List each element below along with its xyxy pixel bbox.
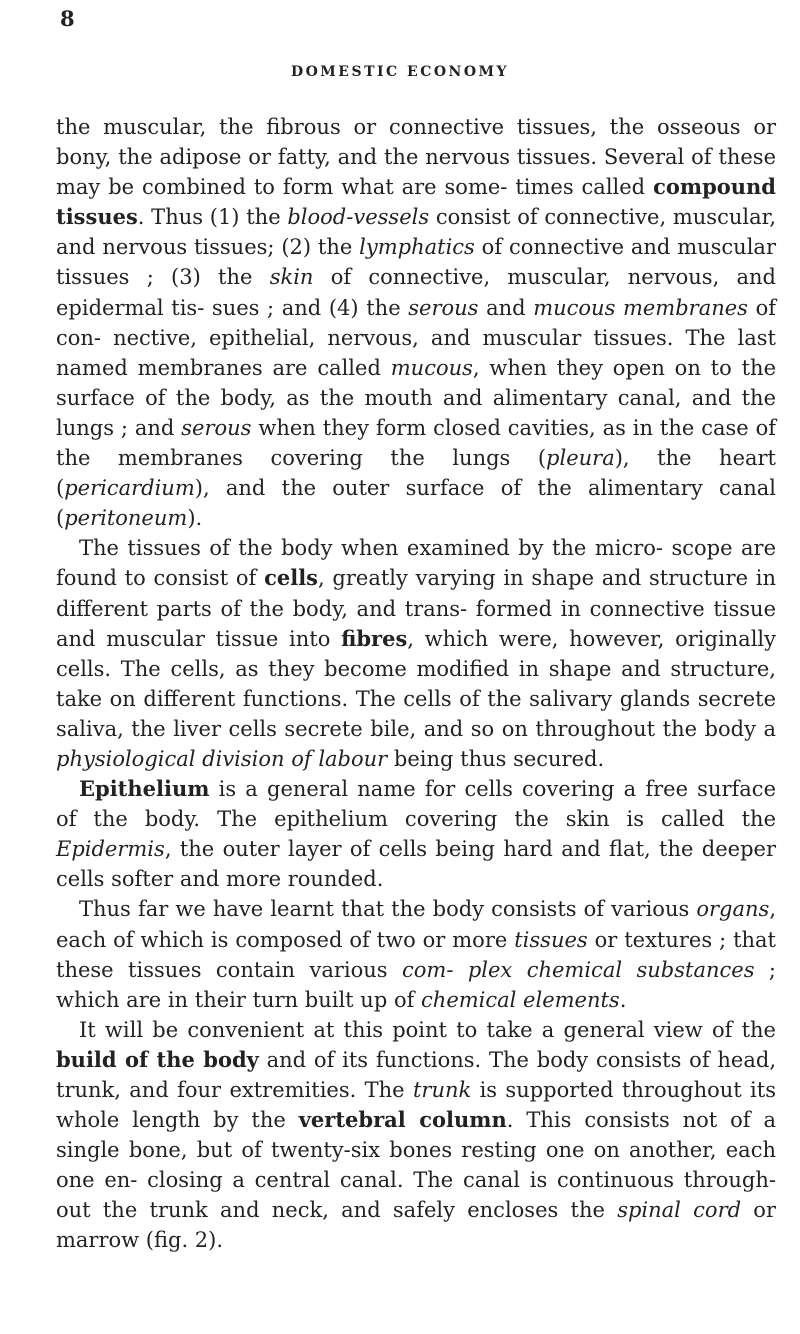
term-pleura: pleura	[546, 446, 615, 471]
term-serous: serous	[181, 415, 252, 440]
text-run: is a general name for cells covering a free surface of the body. The epithelium covering the skin is called the	[56, 777, 776, 832]
term-organs: organs	[696, 897, 770, 922]
text-run: , each of which is composed of two or more	[56, 897, 776, 952]
term-trunk: trunk	[412, 1078, 472, 1102]
term-mucous-membranes: mucous membranes	[533, 295, 748, 320]
paragraph-cells	[56, 533, 776, 774]
page-number: 8	[60, 6, 76, 31]
term-pericardium: pericardium	[64, 476, 195, 501]
term-spinal-cord: spinal cord	[617, 1198, 742, 1223]
term-fibres: fibres	[341, 625, 408, 651]
text-run: being thus secured.	[387, 746, 605, 771]
text-run: of connective and muscular tissues ; (3) the	[56, 235, 776, 290]
body-text	[56, 112, 776, 1256]
term-build-of-body: build of the body	[56, 1046, 259, 1072]
term-epithelium: Epithelium	[79, 776, 210, 802]
paragraph-build-of-body	[56, 1015, 776, 1256]
text-run: and	[478, 295, 534, 320]
term-skin: skin	[269, 265, 314, 290]
term-blood-vessels: blood-vessels	[287, 205, 430, 230]
term-chemical-elements: chemical elements	[421, 987, 620, 1012]
paragraph-epithelium	[56, 774, 776, 894]
text-run: ; which are in their turn built up of	[56, 957, 776, 1012]
text-run: , greatly varying in shape and structure in different parts of the body, and trans- formed in connective tissue and muscular tissue into	[56, 566, 776, 651]
text-run: Thus far we have learnt that the body consists of various	[79, 897, 697, 922]
text-run: The tissues of the body when examined by the micro- scope are found to consist of	[56, 536, 776, 591]
text-run: the muscular, the fibrous or connective tissues, the osseous or bony, the adipose or fatty, and the nervous tissues. Several of these may be combined to form what are some- times called	[56, 115, 776, 200]
term-cells: cells	[264, 565, 318, 591]
text-run: . This consists not of a single bone, but of twenty-six bones resting one on another, each one en- closing a central canal. The canal is continuous through- out the trunk and neck, and safely encloses the	[56, 1108, 776, 1223]
text-run: consist of connective, muscular, and nervous tissues; (2) the	[56, 205, 776, 260]
term-lymphatics: lymphatics	[359, 235, 475, 260]
term-vertebral-column: vertebral column	[298, 1107, 507, 1133]
term-mucous: mucous	[390, 355, 473, 380]
text-run: or marrow (fig. 2).	[56, 1198, 776, 1253]
paragraph-tissues	[56, 112, 776, 533]
text-run: , the outer layer of cells being hard and flat, the deeper cells softer and more rounded.	[56, 837, 776, 892]
text-run: when they form closed cavities, as in the case of the membranes covering the lungs (	[56, 415, 777, 471]
text-run: and of its functions. The body consists of head, trunk, and four extremities. The	[56, 1047, 776, 1102]
text-run: is supported throughout its whole length by the	[56, 1078, 776, 1133]
text-run: , when they open on to the surface of the body, as the mouth and alimentary canal, and the lungs ; and	[56, 355, 776, 440]
term-complex-chemical-substances: com- plex chemical substances	[402, 957, 755, 982]
term-tissues: tissues	[514, 927, 588, 952]
paragraph-summary	[56, 894, 776, 1014]
term-serous: serous	[408, 295, 479, 320]
term-compound-tissues: compound tissues	[56, 174, 776, 230]
text-run: .	[619, 987, 627, 1012]
text-run: of connective, muscular, nervous, and epidermal tis- sues ; and (4) the	[56, 265, 777, 320]
term-physiological-division: physiological division of labour	[56, 746, 388, 771]
text-run: ), the heart (	[56, 446, 776, 501]
text-run: ).	[187, 506, 203, 531]
running-title: DOMESTIC ECONOMY	[290, 64, 510, 80]
term-peritoneum: peritoneum	[64, 506, 188, 531]
text-run: of con- nective, epithelial, nervous, and muscular tissues. The last named membranes are called	[56, 295, 777, 380]
text-run: It will be convenient at this point to take a general view of the	[79, 1017, 776, 1042]
text-run: . Thus (1) the	[137, 205, 288, 230]
text-run: or textures ; that these tissues contain various	[56, 927, 776, 982]
term-epidermis: Epidermis	[56, 837, 165, 862]
text-run: , which were, however, originally cells. The cells, as they become modified in shape and structure, take on different functions. The cells of the salivary glands secrete saliva, the liver cells secrete bile, and so on throughout the body a	[56, 626, 776, 741]
text-run: ), and the outer surface of the alimentary canal (	[56, 476, 776, 531]
